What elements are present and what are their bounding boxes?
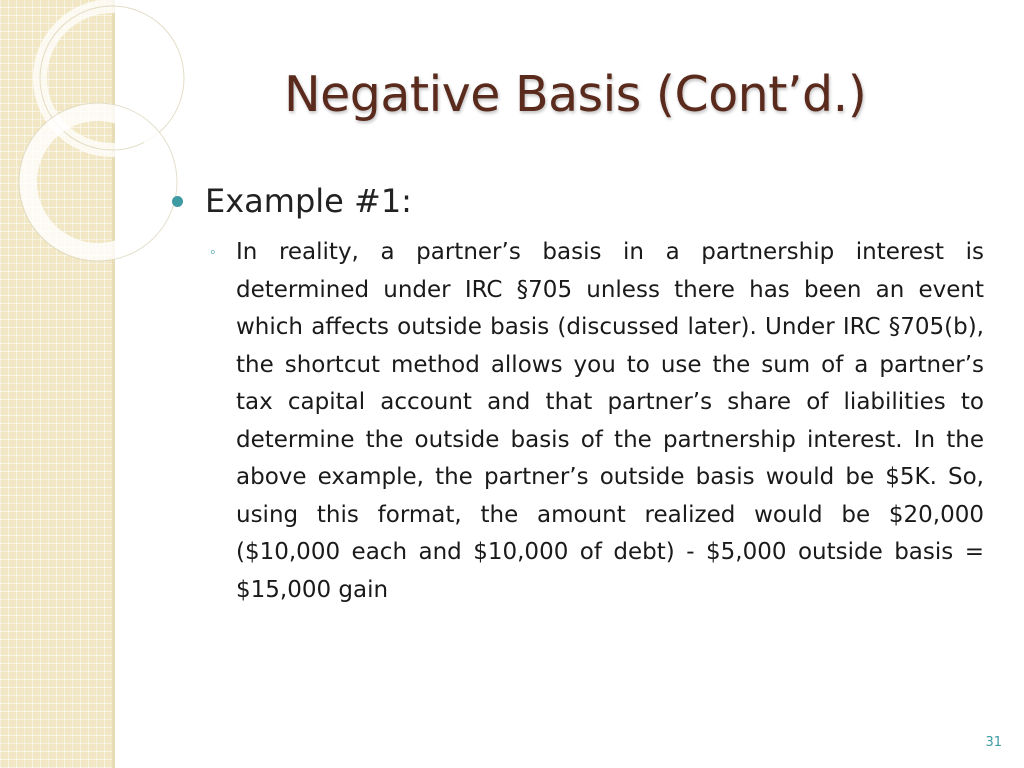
bullet-text: Example #1: (205, 182, 412, 220)
hollow-circle-bullet-icon: ◦ (210, 244, 216, 261)
decorative-rings-graphic (0, 0, 200, 300)
sub-bullet-item (210, 234, 984, 609)
page-number: 31 (985, 735, 1002, 750)
bullet-item (172, 182, 412, 220)
filled-circle-bullet-icon (172, 196, 183, 207)
sub-bullet-text: In reality, a partner’s basis in a partnership interest is determined under IRC §705 unless there has been an event which affects outside basis (discussed later). Under IRC §705(b), the shortcut method allows you to use the sum of a partner’s tax capital account and that partner’s share of liabilities to determine the outside basis of the partnership interest. In the above example, the partner’s outside basis would be $5K. So, using this format, the amount realized would be $20,000 ($10,000 each and $10,000 of debt) - $5,000 outside basis = $15,000 gain (236, 239, 984, 603)
lower-ring (28, 112, 168, 252)
slide-title: Negative Basis (Cont’d.) (284, 66, 867, 123)
